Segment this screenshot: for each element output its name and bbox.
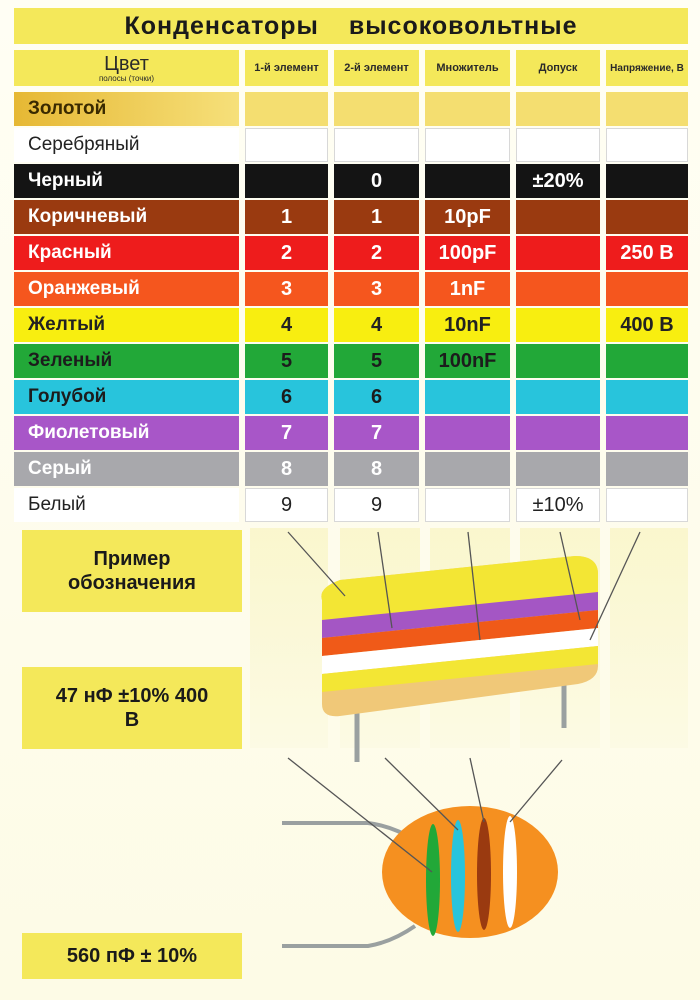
disk-body [382, 806, 558, 938]
row-cell-second: 7 [334, 416, 419, 450]
row-color-name: Серый [14, 452, 239, 486]
row-color-name: Коричневый [14, 200, 239, 234]
disk-band-blue [451, 820, 465, 932]
row-cell-second: 0 [334, 164, 419, 198]
header-first-label: 1-й элемент [254, 61, 319, 74]
example-value-2: 560 пФ ± 10% [66, 944, 198, 967]
row-cell-multiplier: 100pF [425, 236, 510, 270]
row-color-name: Голубой [14, 380, 239, 414]
row-color-name: Зеленый [14, 344, 239, 378]
example-value-1: 47 нФ ±10% 400 В [55, 685, 209, 731]
row-cell-voltage: 400 В [606, 308, 688, 342]
row-cell-voltage: 250 В [606, 236, 688, 270]
row-color-name: Фиолетовый [14, 416, 239, 450]
row-cell-first: 1 [245, 200, 328, 234]
row-cell-first: 8 [245, 452, 328, 486]
row-cell-first: 4 [245, 308, 328, 342]
disk-band-white [503, 816, 517, 928]
row-cell-second: 5 [334, 344, 419, 378]
header-second-label: 2-й элемент [344, 61, 409, 74]
row-color-name: Черный [14, 164, 239, 198]
row-cell-second: 8 [334, 452, 419, 486]
row-cell-multiplier: 100nF [425, 344, 510, 378]
example-value-box [22, 667, 242, 749]
example-label-box [22, 530, 242, 612]
row-cell-first: 7 [245, 416, 328, 450]
row-color-name: Белый [14, 488, 239, 522]
row-color-name: Серебряный [14, 128, 239, 162]
header-color-sub: полосы (точки) [98, 73, 155, 83]
row-color-name: Оранжевый [14, 272, 239, 306]
row-cell-first: 2 [245, 236, 328, 270]
disk-band-green [426, 824, 440, 936]
header-multiplier-label: Множитель [436, 61, 499, 74]
header-voltage-label: Напряжение, В [610, 62, 684, 74]
row-cell-multiplier: 10pF [425, 200, 510, 234]
page-title: Конденсаторы высоковольтные [14, 8, 688, 44]
row-cell-first: 5 [245, 344, 328, 378]
row-cell-tolerance: ±10% [516, 488, 600, 522]
row-cell-multiplier: 1nF [425, 272, 510, 306]
row-color-name: Золотой [14, 92, 239, 126]
header-color-label: Цвет [104, 52, 149, 75]
tubular-capacitor [321, 556, 598, 762]
row-cell-second: 6 [334, 380, 419, 414]
example-label: Пример обозначения [68, 548, 196, 594]
row-color-name: Желтый [14, 308, 239, 342]
row-cell-second: 9 [334, 488, 419, 522]
row-cell-second: 2 [334, 236, 419, 270]
row-cell-first: 3 [245, 272, 328, 306]
row-cell-second: 4 [334, 308, 419, 342]
header-tolerance-label: Допуск [538, 61, 578, 74]
row-color-name: Красный [14, 236, 239, 270]
row-cell-second: 1 [334, 200, 419, 234]
row-cell-first: 6 [245, 380, 328, 414]
row-cell-multiplier: 10nF [425, 308, 510, 342]
row-cell-first: 9 [245, 488, 328, 522]
disk-capacitor [282, 806, 558, 946]
row-cell-second: 3 [334, 272, 419, 306]
capacitor-lead [282, 926, 415, 946]
disk-band-brown [477, 818, 491, 930]
row-cell-tolerance: ±20% [516, 164, 600, 198]
example-value-box-2 [22, 933, 242, 979]
